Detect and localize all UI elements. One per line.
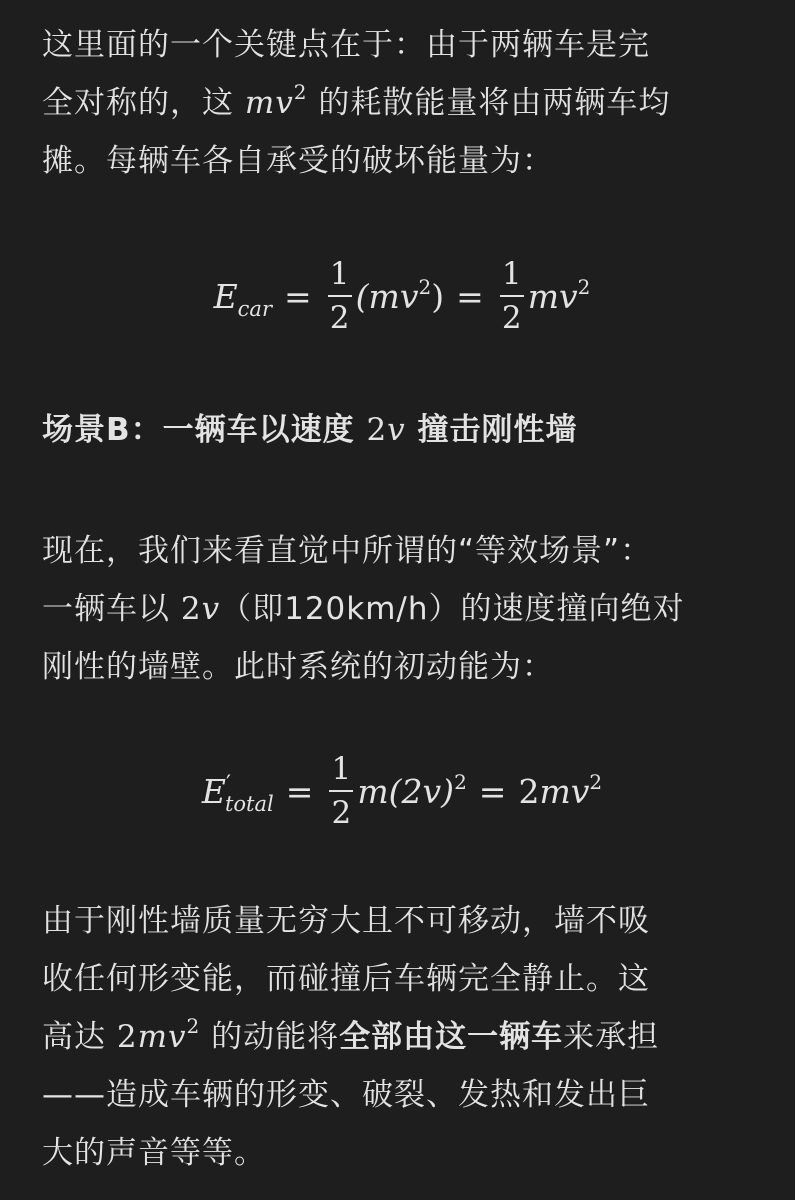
p1-line-3: 摊。每辆车各自承受的破坏能量为： [42,143,554,179]
eq2-mid-sup: 2 [454,769,467,794]
eq2-rhs-num: 2 [518,771,540,811]
heading-text-a: 场景B：一辆车以速度 [42,412,355,448]
eq2-mid-m: m [357,771,389,811]
eq1-f1-bar [328,295,352,297]
p2-line-3: 刚性的墙壁。此时系统的初动能为： [42,649,554,685]
eq1-lhs-e: E [213,276,238,316]
paragraph-equivalent-scenario [42,522,762,696]
p1-math-sup: 2 [293,80,308,104]
eq1-mid-sup: 2 [418,274,432,299]
eq1-fraction-2 [500,256,524,336]
eq2-rhs-sup: 2 [589,769,603,794]
eq2-f-denominator: 2 [331,795,352,831]
p2-line-2-text-b: （即120km/h）的速度撞向绝对 [220,591,685,627]
p3-bold-emphasis: 全部由这一辆车 [339,1019,564,1055]
eq2-lhs-e: E [201,771,226,811]
heading-math-num: 2 [366,412,388,448]
p3-line-5: 大的声音等等。 [42,1135,266,1171]
eq1-fraction-1 [328,256,352,336]
eq2-mid-paren: (2v) [388,771,455,811]
eq2-f-bar [329,790,353,792]
p3-line-3-text-c: 来承担 [563,1019,660,1055]
p2-line-1: 现在，我们来看直觉中所谓的“等效场景”： [42,533,653,569]
heading-inline-math-2v [366,412,405,448]
paragraph-rigid-wall [42,892,762,1182]
eq1-equals-1: = [284,276,312,316]
eq2-middle-term [357,769,467,811]
heading-text-b: 撞击刚性墙 [417,412,578,448]
p3-line-3 [42,1008,762,1066]
p3-math-num: 2 [116,1019,138,1055]
p1-math-mv: mv [244,85,294,121]
p1-line-2-text-a: 全对称的，这 [42,85,234,121]
p2-math-var: v [201,591,221,627]
p3-math-sup: 2 [186,1014,201,1038]
p3-math-mv: mv [137,1019,187,1055]
eq2-equals-1: = [285,771,314,811]
eq1-equals-2: = [456,276,484,316]
p3-inline-math-2mv2 [116,1014,201,1055]
eq1-mid-text: (mv [355,276,419,316]
eq2-lhs [201,771,274,816]
equation-energy-per-car [42,241,762,351]
p3-line-3-text-b: 的动能将 [211,1019,340,1055]
eq1-rhs-mv: mv [527,276,578,316]
section-heading-scenario-b [42,401,762,459]
eq2-equals-2: = [478,771,507,811]
eq1-f2-bar [500,295,524,297]
p2-math-num: 2 [180,591,202,627]
heading-line [42,401,762,459]
p1-line-2-text-b: 的耗散能量将由两辆车均 [318,85,671,121]
p3-line-4: ——造成车辆的形变、破裂、发热和发出巨 [42,1077,650,1113]
eq2-rhs [518,769,603,811]
heading-math-var: v [387,412,406,448]
paragraph-symmetry [42,16,762,190]
eq2-f-numerator: 1 [331,751,352,787]
p2-line-2 [42,580,762,638]
p2-line-2-text-a: 一辆车以 [42,591,170,627]
eq1-lhs [213,276,272,321]
p3-line-1: 由于刚性墙质量无穷大且不可移动，墙不吸 [42,903,650,939]
p1-line-2 [42,74,762,132]
eq2-lhs-sub: total [224,791,274,816]
eq1-f2-numerator: 1 [501,256,522,292]
p3-line-3-text-a: 高达 [42,1019,106,1055]
eq1-rhs-sup: 2 [577,274,591,299]
eq1-mid-close: ) [431,276,445,316]
p2-inline-math-2v [181,591,220,627]
eq2-rhs-mv: mv [539,771,590,811]
p1-line-1: 这里面的一个关键点在于：由于两辆车是完 [42,27,650,63]
p1-inline-math-mv2 [244,80,308,121]
eq2-lhs-prime: ′ [225,771,231,797]
eq1-middle-term [355,274,445,316]
equation-total-energy [42,736,762,846]
eq1-f1-numerator: 1 [329,256,350,292]
eq1-f2-denominator: 2 [501,300,522,336]
eq1-rhs [527,274,591,316]
p3-line-2: 收任何形变能，而碰撞后车辆完全静止。这 [42,961,650,997]
eq1-lhs-sub: car [237,296,272,321]
eq2-fraction [329,751,353,831]
eq1-f1-denominator: 2 [329,300,350,336]
